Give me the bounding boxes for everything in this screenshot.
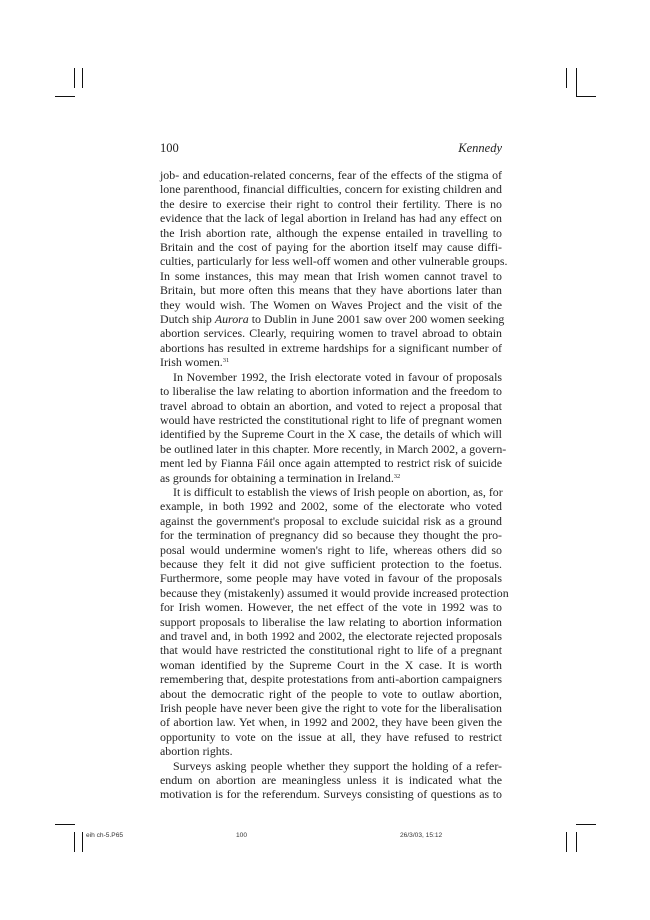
crop-mark-bottom-left-v1 (74, 832, 75, 852)
crop-mark-top-left-h (55, 96, 75, 97)
text-line: be outlined later in this chapter. More recently, in March 2002, a govern- (160, 441, 507, 456)
text-line: example, in both 1992 and 2002, some of the electorate who voted (160, 499, 502, 514)
page-header (160, 141, 502, 157)
text-line: against the government's proposal to exclude suicidal risk as a ground (160, 513, 502, 528)
crop-mark-bottom-left-h (55, 824, 75, 825)
ship-name: Aurora (214, 312, 249, 327)
text-line: posal would undermine women's right to life, whereas others did so (160, 542, 502, 557)
footer-file: eih ch-5.P65 (86, 832, 124, 839)
text-line: lone parenthood, financial difficulties, concern for existing children and (160, 182, 502, 197)
crop-mark-top-left-v1 (74, 68, 75, 88)
text-line: Britain, but more often this means that they have abortions later than (160, 283, 502, 298)
text-line (160, 355, 502, 369)
text-line (160, 370, 502, 384)
text-line: job- and education-related concerns, fear of the effects of the stigma of (160, 168, 502, 182)
text-line: that would have restricted the constitutional right to life of a pregnant (160, 643, 502, 658)
text-line (160, 485, 502, 499)
text-line: opportunity to vote on the issue at all, they have refused to restrict (160, 729, 502, 744)
text-line (160, 312, 505, 327)
text-line: for the termination of pregnancy did so because they thought the pro- (160, 528, 502, 543)
text-line: Britain and the cost of paying for the abortion itself may cause diffi- (160, 240, 502, 255)
text-segment: In November 1992, the Irish electorate voted in favour of proposals (173, 369, 502, 384)
text-line: motivation is for the referendum. Surveys consisting of questions as to (160, 787, 502, 802)
text-segment: It is difficult to establish the views of Irish people on abortion, as, for (173, 484, 503, 499)
crop-mark-top-right-v2 (576, 68, 577, 97)
text-line: abortion services. Clearly, requiring women to travel abroad to obtain (160, 326, 502, 341)
text-line: would have restricted the constitutional right to life of pregnant women (160, 412, 502, 427)
text-segment: Irish women. (160, 355, 223, 370)
body-text (160, 168, 509, 802)
text-line: Furthermore, some people may have voted in favour of the proposals (160, 571, 502, 586)
text-segment: Surveys asking people whether they support the holding of a refer- (173, 758, 502, 773)
text-line: evidence that the lack of legal abortion in Ireland has had any effect on (160, 211, 502, 226)
text-segment: abortion rights. (160, 744, 233, 759)
text-segment: to Dublin in June 2001 saw over 200 women seeking (248, 312, 505, 327)
text-line: support proposals to liberalise the law relating to abortion information (160, 614, 502, 629)
text-line: they would wish. The Women on Waves Project and the visit of the (160, 297, 502, 312)
crop-mark-bottom-left-v2 (82, 832, 83, 852)
text-line: travel abroad to obtain an abortion, and voted to reject a proposal that (160, 398, 502, 413)
text-segment: Dutch ship (160, 312, 215, 327)
text-line (160, 744, 502, 758)
text-line: ment led by Fianna Fáil once again attempted to restrict risk of suicide (160, 456, 502, 471)
footnote-ref: 31 (222, 357, 230, 365)
text-line: the desire to exercise their right to control their fertility. There is no (160, 196, 502, 211)
page-number: 100 (160, 141, 179, 155)
crop-mark-bottom-right-v2 (576, 832, 577, 852)
text-line: woman identified by the Supreme Court in the X case. It is worth (160, 657, 502, 672)
crop-mark-top-right-v1 (566, 68, 567, 88)
footnote-ref: 32 (393, 472, 401, 480)
text-line: for Irish women. However, the net effect of the vote in 1992 was to (160, 600, 502, 615)
text-segment: as grounds for obtaining a termination in Ireland. (160, 470, 394, 485)
text-line: because they felt it did not give sufficient protection to the foetus. (160, 556, 502, 571)
text-line: Irish people have never been give the right to vote for the liberalisation (160, 701, 502, 716)
footer-page: 100 (236, 832, 248, 839)
text-line: and travel and, in both 1992 and 2002, the electorate rejected proposals (160, 629, 502, 643)
crop-mark-bottom-right-v1 (566, 832, 567, 852)
running-head: Kennedy (458, 141, 502, 155)
text-line: of abortion law. Yet when, in 1992 and 2002, they have been given the (160, 715, 502, 730)
text-line: In some instances, this may mean that Irish women cannot travel to (160, 268, 502, 283)
text-line: identified by the Supreme Court in the X case, the details of which will (160, 427, 502, 442)
text-line: about the democratic right of the people to vote to outlaw abortion, (160, 686, 502, 701)
text-line: remembering that, despite protestations from anti-abortion campaigners (160, 672, 502, 687)
footer-timestamp: 26/3/03, 15:12 (400, 832, 443, 839)
text-line (160, 759, 502, 773)
text-line: the Irish abortion rate, although the expense entailed in travelling to (160, 225, 502, 240)
crop-mark-top-right-h (576, 96, 596, 97)
text-line: abortions has resulted in extreme hardships for a significant number of (160, 340, 502, 355)
text-line: culties, particularly for less well-off women and other vulnerable groups. (160, 254, 508, 269)
text-line: endum on abortion are meaningless unless it is indicated what the (160, 773, 502, 788)
crop-mark-top-left-v2 (82, 68, 83, 88)
text-line: because they (mistakenly) assumed it would provide increased protection (160, 585, 509, 600)
text-line: to liberalise the law relating to abortion information and the freedom to (160, 384, 502, 399)
text-line (160, 471, 502, 485)
crop-mark-bottom-right-h (576, 824, 596, 825)
